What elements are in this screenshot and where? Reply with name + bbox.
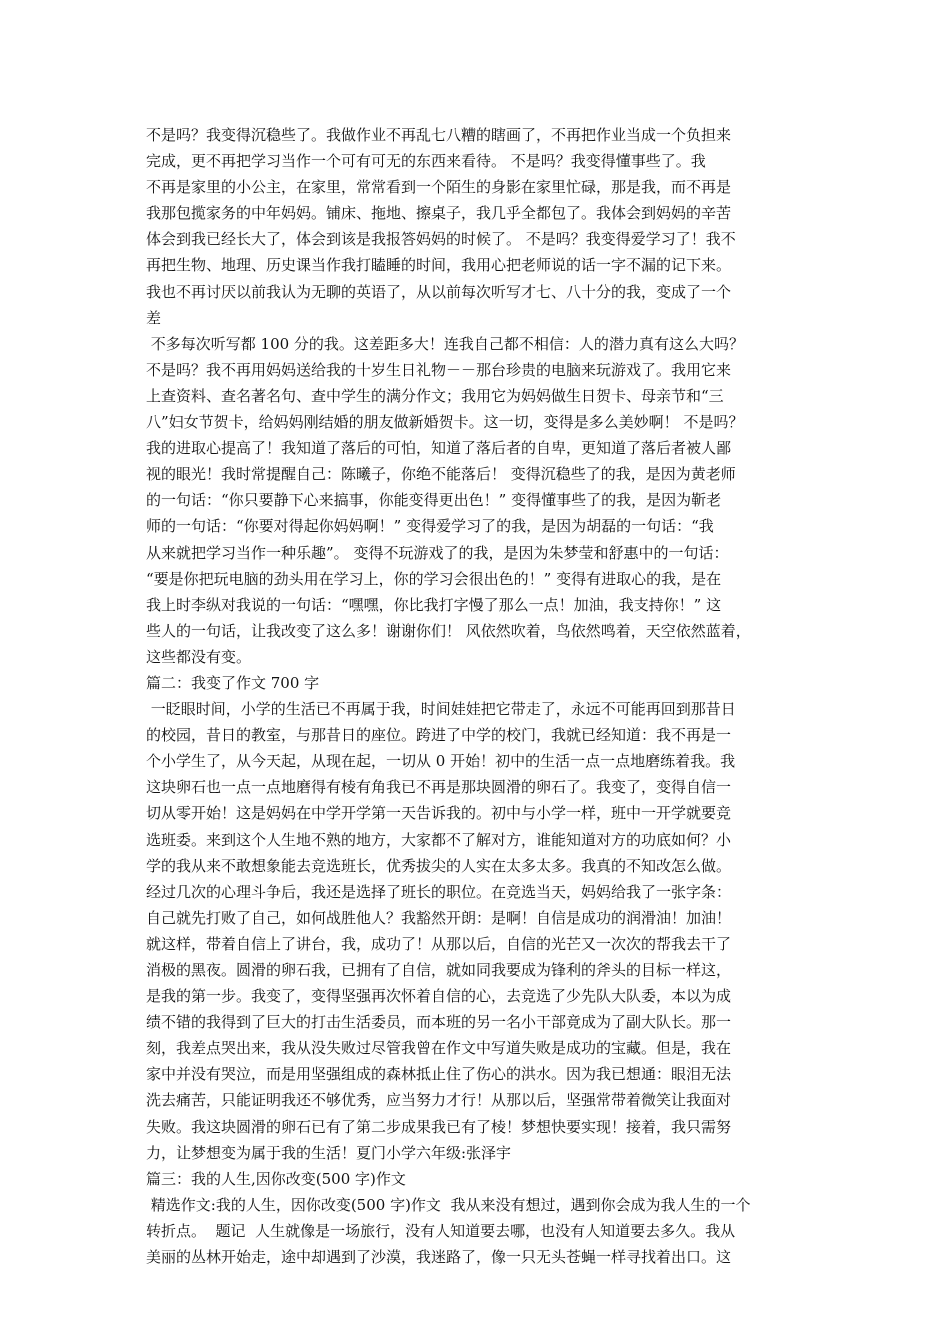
text-line: 就这样，带着自信上了讲台，我，成功了！从那以后，自信的光芒又一次次的帮我去干了 [146,934,732,953]
text-line: 选班委。来到这个人生地不熟的地方，大家都不了解对方，谁能知道对方的功底如何？小 [146,830,732,849]
text-line: 不是吗？我不再用妈妈送给我的十岁生日礼物－－那台珍贵的电脑来玩游戏了。我用它来 [146,360,732,379]
text-line: 篇三：我的人生,因你改变(500 字)作文 [146,1169,406,1188]
text-line: 这块卵石也一点一点地磨得有棱有角我已不再是那块圆滑的卵石了。我变了，变得自信一 [146,778,732,797]
text-line: 这些都没有变。 [146,647,252,666]
text-line: 再把生物、地理、历史课当作我打瞌睡的时间，我用心把老师说的话一字不漏的记下来。 [146,256,732,275]
text-line: 我也不再讨厌以前我认为无聊的英语了，从以前每次听写才七、八十分的我，变成了一个 [146,282,732,301]
text-line: 些人的一句话，让我改变了这么多！谢谢你们！ 风依然吹着，鸟依然鸣着，天空依然蓝着， [146,621,751,640]
text-line: 个小学生了，从今天起，从现在起，一切从 0 开始！初中的生活一点一点地磨练着我。我 [146,752,736,771]
text-line: 上查资料、查名著名句、查中学生的满分作文；我用它为妈妈做生日贺卡、母亲节和“三 [146,386,724,405]
text-line: 切从零开始！这是妈妈在中学开学第一天告诉我的。初中与小学一样，班中一开学就要竞 [146,804,732,823]
text-line: 体会到我已经长大了，体会到该是我报答妈妈的时候了。 不是吗？我变得爱学习了！我不 [146,230,736,249]
text-line: 是我的第一步。我变了，变得坚强再次怀着自信的心，去竞选了少先队大队委，本以为成 [146,987,732,1006]
document-body [146,122,818,1270]
text-line: 刻，我差点哭出来，我从没失败过尽管我曾在作文中写道失败是成功的宝藏。但是，我在 [146,1039,732,1058]
text-line: 我的进取心提高了！我知道了落后的可怕，知道了落后者的自卑，更知道了落后者被人鄙 [146,439,732,458]
text-line: 转折点。 题记 人生就像是一场旅行，没有人知道要去哪，也没有人知道要去多久。我从 [146,1221,736,1240]
text-line: 我那包揽家务的中年妈妈。铺床、拖地、擦桌子，我几乎全都包了。我体会到妈妈的辛苦 [146,204,732,223]
text-line: “要是你把玩电脑的劲头用在学习上，你的学习会很出色的！” 变得有进取心的我，是在 [146,569,722,588]
text-line: 的校园，昔日的教室，与那昔日的座位。跨进了中学的校门，我就已经知道：我不再是一 [146,726,732,745]
text-line: 消极的黑夜。圆滑的卵石我，已拥有了自信，就如同我要成为锋利的斧头的目标一样这， [146,961,732,979]
text-line: 自己就先打败了自己，如何战胜他人？我豁然开朗：是啊！自信是成功的润滑油！加油！ [146,908,732,927]
text-line: 学的我从来不敢想象能去竞选班长，优秀拔尖的人实在太多太多。我真的不知改怎么做。 [146,856,732,875]
text-line: 完成，更不再把学习当作一个可有可无的东西来看待。 不是吗？我变得懂事些了。我 [146,152,706,171]
text-line: 的一句话：“你只要静下心来搞事，你能变得更出色！” 变得懂事些了的我，是因为靳老 [146,491,722,510]
text-line: 不是吗？我变得沉稳些了。我做作业不再乱七八糟的瞎画了，不再把作业当成一个负担来 [146,126,732,144]
text-line: 视的眼光！我时常提醒自己：陈曦子，你绝不能落后！ 变得沉稳些了的我，是因为黄老师 [146,465,736,484]
text-line: 洗去痛苦，只能证明我还不够优秀，应当努力才行！从那以后，坚强常带着微笑让我面对 [146,1091,732,1110]
text-line: 家中并没有哭泣，而是用坚强组成的森林抵止住了伤心的洪水。因为我已想通：眼泪无法 [146,1065,732,1084]
text-line: 一眨眼时间，小学的生活已不再属于我，时间娃娃把它带走了，永远不可能再回到那昔日 [146,700,736,719]
text-line: 我上时李纵对我说的一句话：“嘿嘿，你比我打字慢了那么一点！加油，我支持你！” 这 [146,595,722,614]
text-line: 差 [146,308,162,327]
text-line: 经过几次的心理斗争后，我还是选择了班长的职位。在竞选当天，妈妈给我了一张字条： [146,882,732,901]
text-line: 力，让梦想变为属于我的生活！夏门小学六年级:张泽宇 [146,1143,512,1162]
text-line: 不多每次听写都 100 分的我。这差距多大！连我自己都不相信：人的潜力真有这么大吗？ [146,334,744,353]
text-line: 绩不错的我得到了巨大的打击生活委员，而本班的另一名小干部竟成为了副大队长。那一 [146,1013,732,1032]
text-line: 失败。我这块圆滑的卵石已有了第二步成果我已有了棱！梦想快要实现！接着，我只需努 [146,1117,732,1136]
text-line: 从来就把学习当作一种乐趣”。 变得不玩游戏了的我，是因为朱梦莹和舒惠中的一句话： [146,543,729,562]
text-line: 精选作文:我的人生，因你改变(500 字)作文 我从来没有想过，遇到你会成为我人生的一个 [146,1195,751,1214]
text-line: 八”妇女节贺卡，给妈妈刚结婚的朋友做新婚贺卡。这一切，变得是多么美妙啊！ 不是吗？ [146,413,744,432]
text-line: 篇二：我变了作文 700 字 [146,673,320,692]
text-line: 美丽的丛林开始走，途中却遇到了沙漠，我迷路了，像一只无头苍蝇一样寻找着出口。这 [146,1248,732,1267]
text-line: 师的一句话：“你要对得起你妈妈啊！” 变得爱学习了的我，是因为胡磊的一句话：“我 [146,517,714,536]
text-line: 不再是家里的小公主，在家里，常常看到一个陌生的身影在家里忙碌，那是我，而不再是 [146,178,732,197]
